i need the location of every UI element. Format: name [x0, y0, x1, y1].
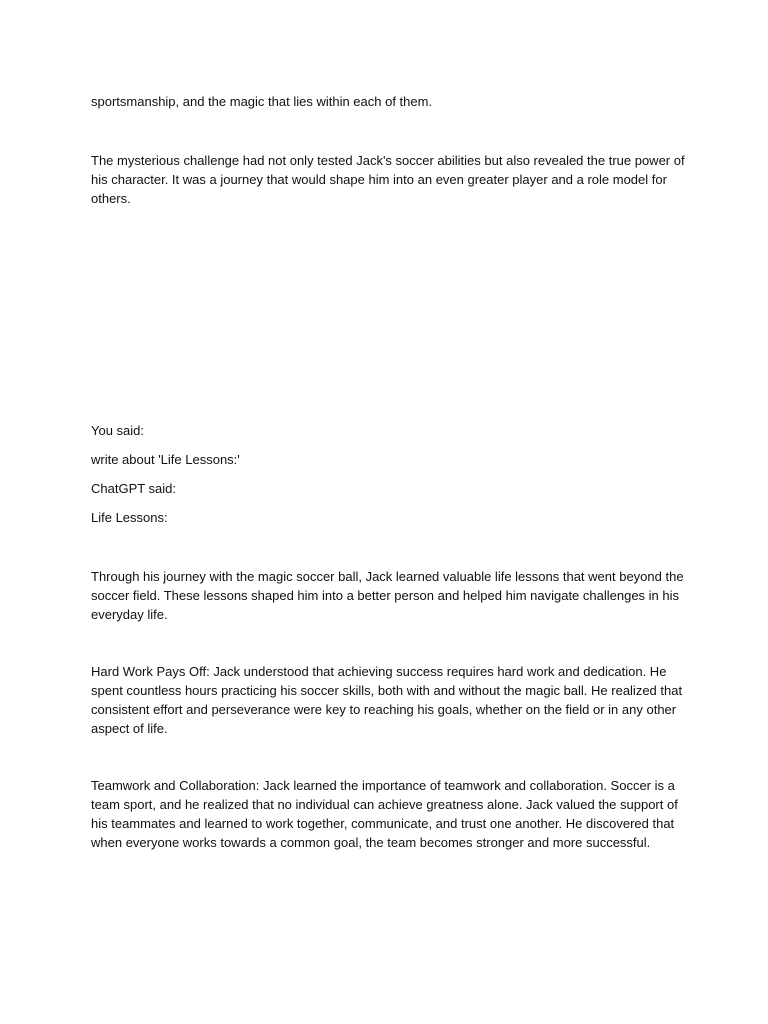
- section-heading-life-lessons: Life Lessons:: [91, 510, 168, 525]
- label-chatgpt-said: ChatGPT said:: [91, 481, 177, 496]
- paragraph-hard-work: Hard Work Pays Off: Jack understood that achieving success requires hard work and dedication. He spent countless hours practicing his soccer skills, both with and without the magic ball. He realized that consistent effort and perseverance were key to reaching his goals, whether on the field or in any other aspect of life.: [91, 664, 683, 736]
- user-prompt: write about 'Life Lessons:': [91, 452, 240, 467]
- label-you-said: You said:: [91, 423, 145, 438]
- paragraph-journey: Through his journey with the magic soccer ball, Jack learned valuable life lessons that went beyond the soccer field. These lessons shaped him into a better person and helped him navigate challenges in his everyday life.: [91, 569, 684, 622]
- paragraph-mysterious-challenge: The mysterious challenge had not only tested Jack's soccer abilities but also revealed the true power of his character. It was a journey that would shape him into an even greater player and a role model for others.: [91, 153, 685, 206]
- paragraph-sportsmanship: sportsmanship, and the magic that lies within each of them.: [91, 94, 433, 109]
- paragraph-teamwork: Teamwork and Collaboration: Jack learned the importance of teamwork and collaboration. Soccer is a team sport, and he realized that no individual can achieve greatness alone. Jack valued the support of his teammates and learned to work together, communicate, and trust one another. He discovered that when everyone works towards a common goal, the team becomes stronger and more successful.: [91, 778, 678, 850]
